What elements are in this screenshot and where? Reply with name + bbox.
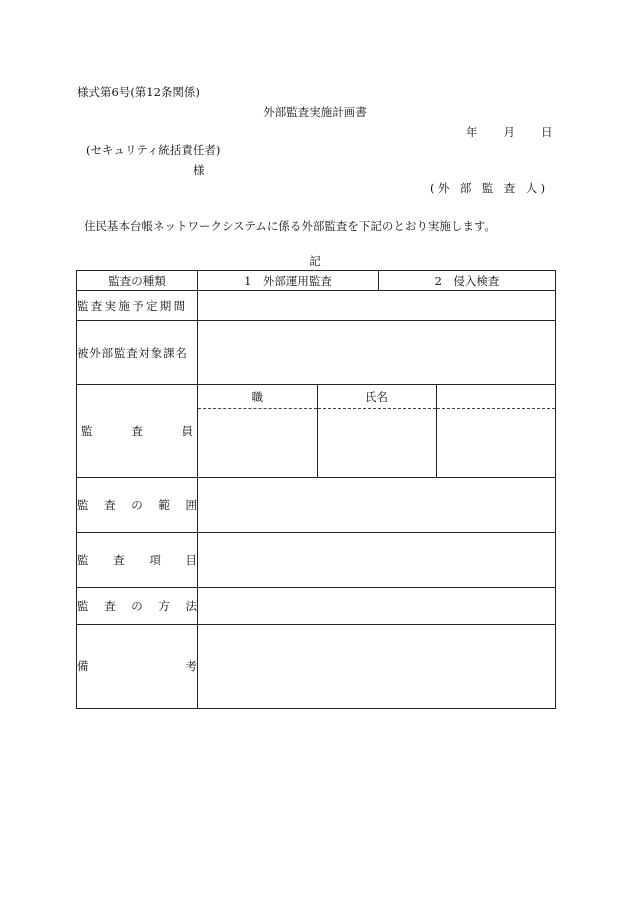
items-label-text	[77, 552, 197, 568]
auditors-label-char-2: 査	[131, 423, 143, 438]
period-label	[77, 291, 198, 321]
target-label-text: 被外部監査対象課名	[77, 345, 188, 360]
items-label-char-1: 監	[77, 552, 89, 567]
auditors-label-text	[77, 423, 197, 439]
items-label-char-3: 項	[149, 552, 161, 567]
audit-type-option-external[interactable]: 1 外部運用監査	[198, 271, 379, 291]
scope-label-char-2: 査	[104, 497, 116, 512]
method-label-char-2: 査	[104, 598, 116, 613]
auditors-label	[77, 385, 198, 478]
items-label-char-2: 査	[113, 552, 125, 567]
period-row	[77, 291, 556, 321]
remarks-field[interactable]	[198, 624, 556, 708]
scope-label-char-4: 範	[158, 497, 170, 512]
scope-label-char-3: の	[131, 497, 143, 512]
items-label-char-4: 目	[185, 552, 197, 567]
ki-heading: 記	[309, 254, 321, 268]
period-field[interactable]	[198, 291, 556, 321]
target-row	[77, 321, 556, 385]
remarks-row	[77, 624, 556, 708]
date-line	[466, 124, 553, 140]
remarks-label-char-2: 考	[185, 659, 197, 673]
form-number: 様式第6号(第12条関係)	[77, 85, 200, 99]
document-title: 外部監査実施計画書	[263, 105, 367, 119]
items-field[interactable]	[198, 532, 556, 587]
auditors-col-title: 職	[198, 385, 317, 409]
recipient-honorific: 様	[193, 163, 205, 177]
method-label	[77, 587, 198, 624]
auditors-col-extra	[436, 385, 555, 409]
scope-field[interactable]	[198, 477, 556, 532]
scope-label-char-1: 監	[77, 497, 89, 512]
auditor-name-field[interactable]	[317, 409, 436, 477]
period-label-text: 監査実施予定期間	[77, 298, 188, 313]
auditor-signature-label: (外 部 監 査 人)	[430, 181, 549, 195]
date-year: 年	[466, 125, 478, 139]
auditors-grid-cell	[198, 385, 556, 478]
remarks-label	[77, 624, 198, 708]
scope-row	[77, 477, 556, 532]
target-label	[77, 321, 198, 385]
method-row	[77, 587, 556, 624]
audit-type-option-intrusion[interactable]: 2 侵入検査	[379, 271, 556, 291]
audit-plan-table	[76, 270, 556, 709]
date-month: 月	[503, 125, 515, 139]
auditor-title-field[interactable]	[198, 409, 317, 477]
method-label-char-4: 方	[158, 598, 170, 613]
body-statement: 住民基本台帳ネットワークシステムに係る外部監査を下記のとおり実施します。	[84, 219, 496, 233]
method-label-char-5: 法	[185, 598, 197, 613]
items-row	[77, 532, 556, 587]
remarks-label-text	[77, 658, 197, 674]
auditors-label-char-3: 員	[181, 423, 193, 438]
auditors-col-name: 氏名	[317, 385, 436, 409]
auditors-row	[77, 385, 556, 478]
target-field[interactable]	[198, 321, 556, 385]
method-label-text	[77, 598, 197, 614]
method-label-char-3: の	[131, 598, 143, 613]
remarks-label-char-1: 備	[77, 659, 89, 673]
date-day: 日	[541, 125, 553, 139]
auditor-extra-field[interactable]	[436, 409, 555, 477]
method-label-char-1: 監	[77, 598, 89, 613]
scope-label-char-5: 囲	[185, 497, 197, 512]
scope-label	[77, 477, 198, 532]
auditors-label-char-1: 監	[81, 423, 93, 438]
audit-type-label: 監査の種類	[77, 271, 198, 291]
recipient-role: (セキュリティ統括責任者)	[86, 143, 221, 157]
audit-type-row	[77, 271, 556, 291]
auditors-grid	[198, 385, 555, 477]
method-field[interactable]	[198, 587, 556, 624]
scope-label-text	[77, 497, 197, 513]
items-label	[77, 532, 198, 587]
